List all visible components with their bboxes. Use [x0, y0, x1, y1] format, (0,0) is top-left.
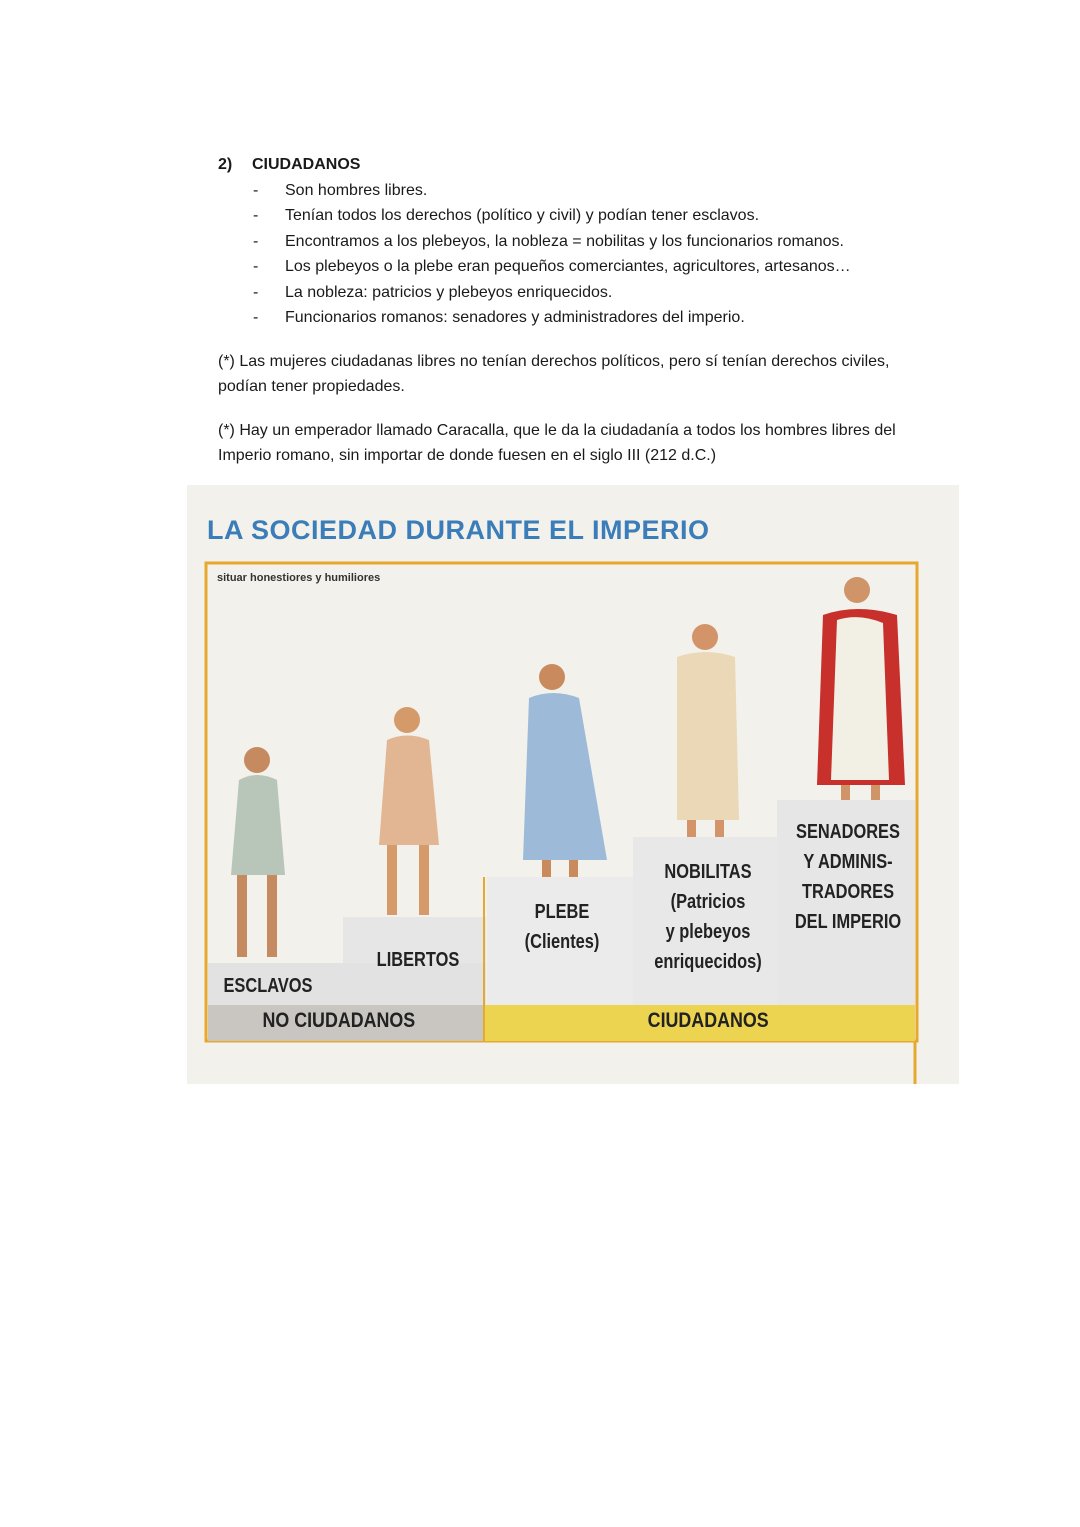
label-plebe: [513, 897, 611, 957]
freedman-figure: [379, 707, 439, 915]
label-line: (Patricios: [670, 891, 746, 913]
band-label-no-ciudadanos: NO CIUDADANOS: [262, 1009, 416, 1032]
label-line: enriquecidos): [654, 951, 762, 973]
label-senadores: [793, 817, 903, 937]
senator-figure: [817, 577, 905, 800]
label-line: NOBILITAS: [664, 861, 752, 883]
list-item: - Tenían todos los derechos (político y civil) y podían tener esclavos.: [218, 203, 938, 229]
label-line: (Clientes): [524, 931, 600, 953]
label-esclavos: ESCLAVOS: [223, 975, 313, 997]
label-line: DEL IMPERIO: [794, 911, 902, 933]
label-line: y plebeyos: [665, 921, 751, 943]
plebeian-figure: [523, 664, 607, 877]
document-text: [218, 152, 938, 469]
note-caracalla: (*) Hay un emperador llamado Caracalla, que le da la ciudadanía a todos los hombres libres del Imperio romano, sin importar de donde fuesen en el siglo III (212 d.C.): [218, 421, 896, 464]
figure-caption: situar honestiores y humiliores: [217, 572, 381, 584]
slave-figure: [231, 747, 285, 957]
bullet-list: [218, 178, 938, 331]
list-item: - Los plebeyos o la plebe eran pequeños comerciantes, agricultores, artesanos…: [218, 254, 938, 280]
figure-title: LA SOCIEDAD DURANTE EL IMPERIO: [207, 515, 710, 545]
label-libertos: LIBERTOS: [376, 949, 460, 971]
label-line: PLEBE: [534, 901, 590, 923]
band-label-ciudadanos: CIUDADANOS: [647, 1009, 769, 1032]
label-line: SENADORES: [796, 821, 900, 843]
society-figure: [187, 485, 959, 1084]
list-item: - La nobleza: patricios y plebeyos enriquecidos.: [218, 280, 938, 306]
section-title: CIUDADANOS: [252, 156, 361, 173]
label-line: TRADORES: [801, 881, 895, 903]
noble-figure: [677, 624, 739, 837]
list-item: - Funcionarios romanos: senadores y administradores del imperio.: [218, 305, 938, 331]
section-heading: [218, 152, 938, 178]
note-women: (*) Las mujeres ciudadanas libres no tenían derechos políticos, pero sí tenían derechos civiles, podían tener propiedades.: [218, 352, 890, 395]
list-item: - Son hombres libres.: [218, 178, 938, 204]
section-number: 2): [218, 156, 233, 173]
label-line: Y ADMINIS-: [803, 851, 893, 873]
label-nobilitas: [650, 857, 766, 977]
list-item: - Encontramos a los plebeyos, la nobleza = nobilitas y los funcionarios romanos.: [218, 229, 938, 255]
